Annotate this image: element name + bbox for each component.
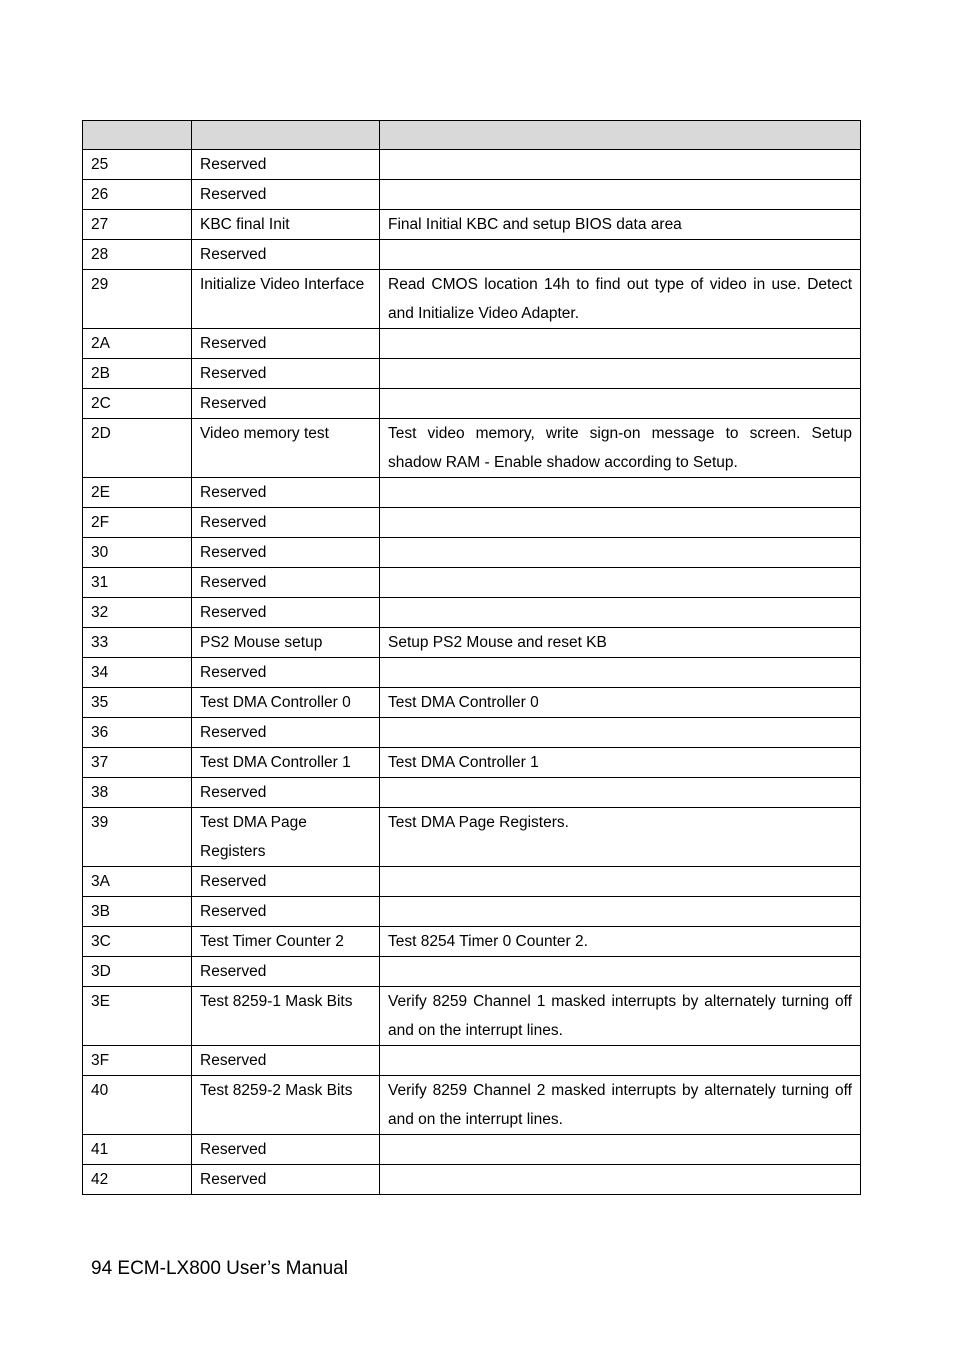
name-cell: PS2 Mouse setup	[192, 628, 380, 658]
name-cell: Reserved	[192, 658, 380, 688]
table-row	[83, 1135, 861, 1165]
table-row	[83, 568, 861, 598]
name-cell: Reserved	[192, 240, 380, 270]
description-cell: Read CMOS location 14h to find out type of video in use. Detect and Initialize Video Adapter.	[380, 270, 861, 329]
name-cell: Reserved	[192, 389, 380, 419]
description-cell	[380, 240, 861, 270]
code-cell: 36	[83, 718, 192, 748]
name-cell: Reserved	[192, 778, 380, 808]
table-row	[83, 419, 861, 478]
table-row	[83, 180, 861, 210]
code-cell: 32	[83, 598, 192, 628]
name-cell: Reserved	[192, 598, 380, 628]
code-cell: 39	[83, 808, 192, 867]
name-cell: Video memory test	[192, 419, 380, 478]
description-cell	[380, 389, 861, 419]
table-row	[83, 150, 861, 180]
name-cell: Reserved	[192, 568, 380, 598]
table-row	[83, 1076, 861, 1135]
table-row	[83, 538, 861, 568]
code-cell: 2C	[83, 389, 192, 419]
name-cell: KBC final Init	[192, 210, 380, 240]
name-cell: Reserved	[192, 1046, 380, 1076]
code-cell: 37	[83, 748, 192, 778]
code-cell: 3E	[83, 987, 192, 1046]
name-cell: Test DMA Controller 1	[192, 748, 380, 778]
description-cell	[380, 778, 861, 808]
code-cell: 2D	[83, 419, 192, 478]
description-cell	[380, 1046, 861, 1076]
table-row	[83, 927, 861, 957]
description-cell	[380, 957, 861, 987]
description-cell: Test DMA Page Registers.	[380, 808, 861, 867]
table-row	[83, 598, 861, 628]
code-cell: 3A	[83, 867, 192, 897]
code-cell: 3F	[83, 1046, 192, 1076]
table-row	[83, 628, 861, 658]
header-row	[83, 121, 861, 150]
table-row	[83, 658, 861, 688]
header-cell-name	[192, 121, 380, 150]
description-cell	[380, 867, 861, 897]
name-cell: Reserved	[192, 867, 380, 897]
name-cell: Reserved	[192, 180, 380, 210]
name-cell: Reserved	[192, 508, 380, 538]
name-cell: Initialize Video Interface	[192, 270, 380, 329]
table-row	[83, 210, 861, 240]
description-cell	[380, 508, 861, 538]
description-cell	[380, 359, 861, 389]
table-row	[83, 957, 861, 987]
code-cell: 42	[83, 1165, 192, 1195]
description-cell	[380, 1165, 861, 1195]
name-cell: Reserved	[192, 329, 380, 359]
code-cell: 25	[83, 150, 192, 180]
code-cell: 3C	[83, 927, 192, 957]
code-cell: 2E	[83, 478, 192, 508]
description-cell	[380, 478, 861, 508]
description-cell	[380, 1135, 861, 1165]
table-row	[83, 808, 861, 867]
table-row	[83, 270, 861, 329]
table-row	[83, 718, 861, 748]
table-row	[83, 329, 861, 359]
name-cell: Reserved	[192, 150, 380, 180]
description-cell: Test DMA Controller 0	[380, 688, 861, 718]
description-cell	[380, 180, 861, 210]
name-cell: Test Timer Counter 2	[192, 927, 380, 957]
table-row	[83, 359, 861, 389]
header-cell-code	[83, 121, 192, 150]
description-cell: Setup PS2 Mouse and reset KB	[380, 628, 861, 658]
description-cell	[380, 329, 861, 359]
description-cell	[380, 718, 861, 748]
code-cell: 34	[83, 658, 192, 688]
name-cell: Reserved	[192, 538, 380, 568]
description-cell: Test video memory, write sign-on message to screen. Setup shadow RAM - Enable shadow according to Setup.	[380, 419, 861, 478]
description-cell	[380, 658, 861, 688]
table-header	[83, 121, 861, 150]
name-cell: Reserved	[192, 1165, 380, 1195]
code-cell: 35	[83, 688, 192, 718]
code-cell: 38	[83, 778, 192, 808]
description-cell: Final Initial KBC and setup BIOS data area	[380, 210, 861, 240]
description-cell	[380, 568, 861, 598]
table-row	[83, 897, 861, 927]
code-cell: 33	[83, 628, 192, 658]
description-cell	[380, 598, 861, 628]
name-cell: Reserved	[192, 359, 380, 389]
description-cell	[380, 150, 861, 180]
code-cell: 2F	[83, 508, 192, 538]
name-cell: Test DMA Controller 0	[192, 688, 380, 718]
table-row	[83, 1165, 861, 1195]
code-cell: 26	[83, 180, 192, 210]
description-cell: Verify 8259 Channel 2 masked interrupts by alternately turning off and on the interrupt lines.	[380, 1076, 861, 1135]
code-cell: 28	[83, 240, 192, 270]
header-cell-description	[380, 121, 861, 150]
post-code-table	[82, 120, 861, 1195]
table-row	[83, 1046, 861, 1076]
page-footer: 94 ECM-LX800 User’s Manual	[91, 1258, 348, 1279]
table-row	[83, 688, 861, 718]
name-cell: Test 8259-1 Mask Bits	[192, 987, 380, 1046]
code-cell: 3B	[83, 897, 192, 927]
table-body	[83, 150, 861, 1195]
description-cell	[380, 538, 861, 568]
code-cell: 31	[83, 568, 192, 598]
name-cell: Reserved	[192, 478, 380, 508]
name-cell: Reserved	[192, 897, 380, 927]
table-row	[83, 240, 861, 270]
name-cell: Test 8259-2 Mask Bits	[192, 1076, 380, 1135]
table-row	[83, 867, 861, 897]
description-cell	[380, 897, 861, 927]
table-row	[83, 389, 861, 419]
description-cell: Test DMA Controller 1	[380, 748, 861, 778]
code-cell: 30	[83, 538, 192, 568]
code-cell: 27	[83, 210, 192, 240]
table-row	[83, 508, 861, 538]
code-cell: 29	[83, 270, 192, 329]
table-row	[83, 478, 861, 508]
name-cell: Test DMA Page Registers	[192, 808, 380, 867]
name-cell: Reserved	[192, 957, 380, 987]
code-cell: 2B	[83, 359, 192, 389]
description-cell: Test 8254 Timer 0 Counter 2.	[380, 927, 861, 957]
table-row	[83, 987, 861, 1046]
code-cell: 2A	[83, 329, 192, 359]
name-cell: Reserved	[192, 718, 380, 748]
code-cell: 41	[83, 1135, 192, 1165]
code-cell: 40	[83, 1076, 192, 1135]
code-cell: 3D	[83, 957, 192, 987]
description-cell: Verify 8259 Channel 1 masked interrupts by alternately turning off and on the interrupt lines.	[380, 987, 861, 1046]
table-row	[83, 748, 861, 778]
name-cell: Reserved	[192, 1135, 380, 1165]
table-row	[83, 778, 861, 808]
